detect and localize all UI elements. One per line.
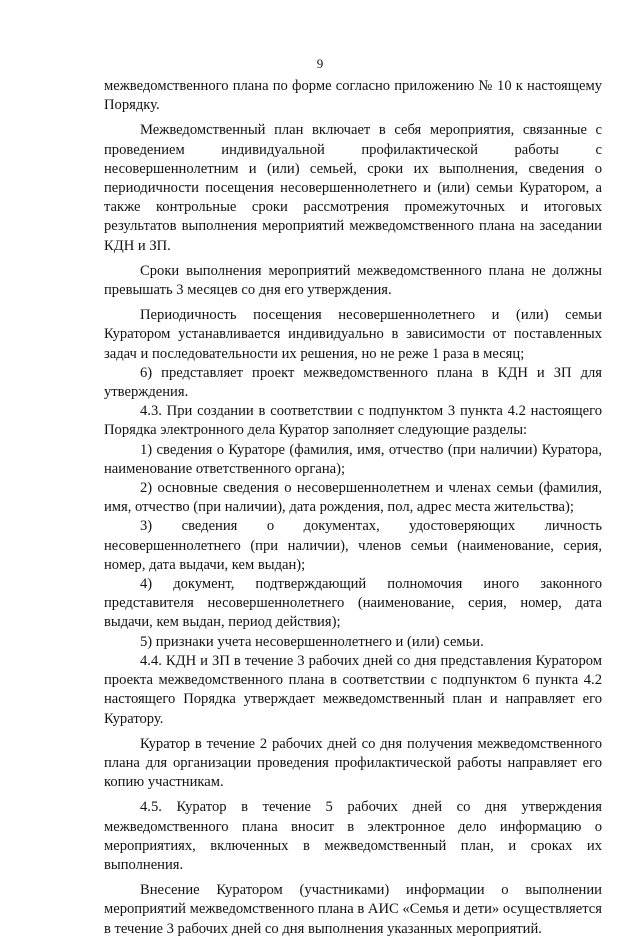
paragraph: Периодичность посещения несовершеннолетнего и (или) семьи Куратором устанавливается индивидуально в зависимости от поставленных задач и последовательности их решения, но не реже 1 раза в месяц;: [104, 307, 602, 362]
page-number: 9: [316, 56, 324, 71]
paragraph: 4.4. КДН и ЗП в течение 3 рабочих дней со дня представления Куратором проекта межведомственного плана в соответствии с подпунктом 6 пункта 4.2 настоящего Порядка утверждает межведомственный план и направляет его Куратору.: [104, 652, 602, 727]
paragraph: 2) основные сведения о несовершеннолетнем и членах семьи (фамилия, имя, отчество (при наличии), дата рождения, пол, адрес места жительства);: [104, 480, 602, 516]
paragraph: Сроки выполнения мероприятий межведомственного плана не должны превышать 3 месяцев со дня его утверждения.: [104, 262, 602, 299]
paragraph: 3) сведения о документах, удостоверяющих личность несовершеннолетнего (при наличии), членов семьи (наименование, серия, номер, дата выдачи, кем выдан);: [104, 518, 602, 573]
paragraph: 1) сведения о Кураторе (фамилия, имя, отчество (при наличии) Куратора, наименование ответственного органа);: [104, 441, 602, 477]
paragraph: Внесение Куратором (участниками) информации о выполнении мероприятий межведомственного плана в АИС «Семья и дети» осуществляется в течение 3 рабочих дней со дня выполнения указанных мероприятий.: [104, 882, 602, 937]
paragraph: 4.3. При создании в соответствии с подпунктом 3 пункта 4.2 настоящего Порядка электронного дела Куратор заполняет следующие разделы:: [104, 403, 602, 439]
document-body: [104, 77, 602, 939]
paragraph: Куратор в течение 2 рабочих дней со дня получения межведомственного плана для организации проведения профилактической работы направляет его копию участникам.: [104, 735, 602, 791]
paragraph: 4) документ, подтверждающий полномочия иного законного представителя несовершеннолетнего (наименование, серия, номер, дата выдачи, кем выдан, период действия);: [104, 576, 602, 631]
paragraph: Межведомственный план включает в себя мероприятия, связанные с проведением индивидуальной профилактической работы с несовершеннолетним и (или) семьей, сроки их выполнения, сведения о периодичности посещения несовершеннолетнего и (или) семьи Куратором, а также контрольные сроки рассмотрения промежуточных и итоговых результатов выполнения мероприятий межведомственного плана на заседании КДН и ЗП.: [104, 122, 602, 254]
paragraph: 4.5. Куратор в течение 5 рабочих дней со дня утверждения межведомственного плана вносит в электронное дело информацию о мероприятиях, включенных в межведомственный план, и сроках их выполнения.: [104, 799, 602, 873]
paragraph: 6) представляет проект межведомственного плана в КДН и ЗП для утверждения.: [104, 364, 602, 401]
paragraph: 5) признаки учета несовершеннолетнего и (или) семьи.: [140, 633, 484, 650]
paragraph: межведомственного плана по форме согласно приложению № 10 к настоящему Порядку.: [104, 78, 602, 114]
